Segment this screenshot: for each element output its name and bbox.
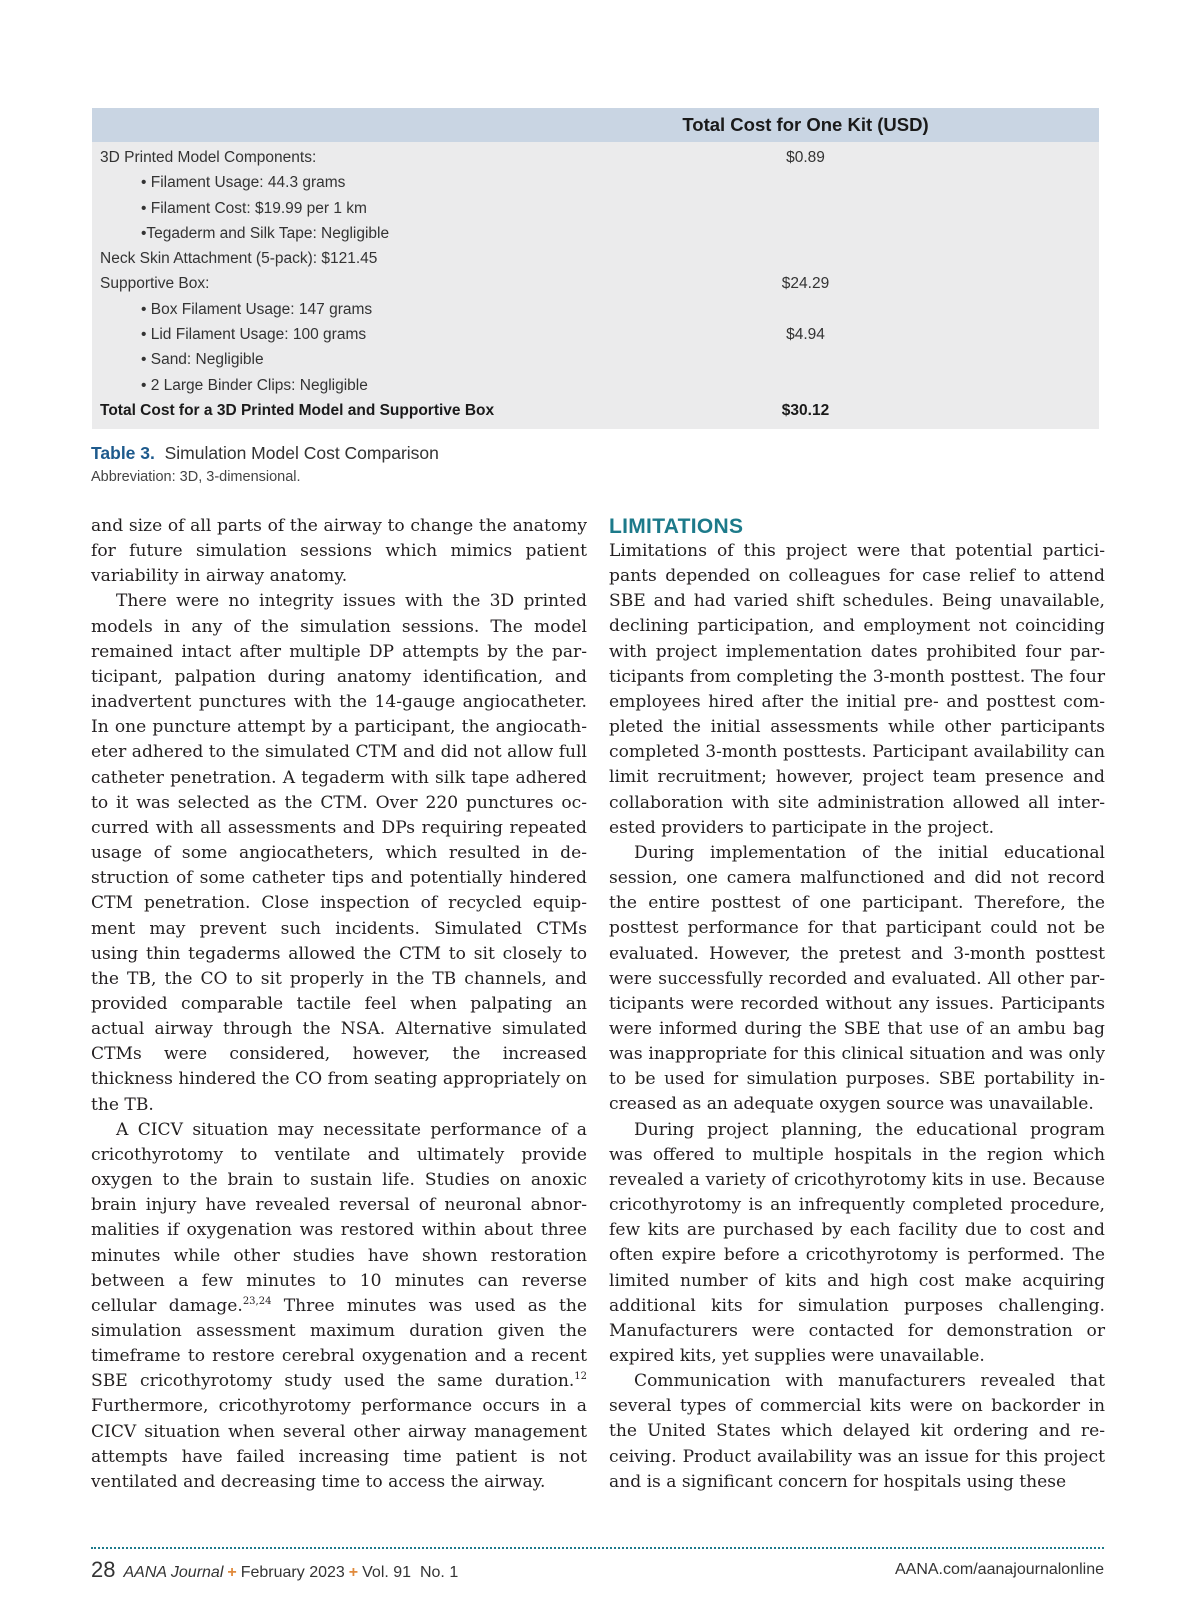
paragraph (91, 1118, 587, 1495)
table-row (92, 322, 1099, 347)
section-heading: LIMITATIONS (609, 515, 744, 538)
table-abbreviation: Abbreviation: 3D, 3-dimensional. (91, 469, 301, 485)
caption-label: Table 3. (91, 443, 155, 463)
row-label: • 2 Large Binder Clips: Negligible (141, 376, 368, 394)
table-row (92, 373, 1099, 398)
volume: Vol. 91 (362, 1564, 412, 1581)
row-label: •Tegaderm and Silk Tape: Negligible (141, 224, 390, 242)
right-column (609, 514, 1105, 1495)
paragraph: Communication with manufacturers revealed that several types of commercial kits were on backorder in the United States which delayed kit ordering and receiving. Product availability was an issue for this project and is a significant concern for hospitals using these (609, 1371, 1105, 1492)
text-run: A CICV situation may necessitate performance of a cricothyrotomy to ventilate and ultimately provide oxygen to the brain to sustain life. Studies on anoxic brain injury have revealed reversal of neuronal abnormalities if oxygenation was restored within about three minutes while other studies have shown restoration between a few minutes to 10 minutes can reverse cellular damage. (91, 1119, 587, 1316)
journal-website: AANA.com/aanajournalonline (894, 1561, 1104, 1578)
row-label: 3D Printed Model Components: (100, 149, 317, 166)
row-label: • Lid Filament Usage: 100 grams (141, 326, 367, 344)
table-row (92, 170, 1099, 195)
row-label: • Box Filament Usage: 147 grams (141, 300, 373, 318)
issue-date: February 2023 (240, 1564, 345, 1581)
row-value: $0.89 (786, 149, 825, 166)
table-row (92, 221, 1099, 246)
plus-icon: + (227, 1564, 237, 1581)
table-header-cost: Total Cost for One Kit (USD) (682, 114, 929, 135)
table-row (92, 246, 1099, 271)
row-label: • Sand: Negligible (141, 351, 264, 369)
footer-divider (91, 1547, 1104, 1549)
left-column (91, 514, 587, 1495)
paragraph: and size of all parts of the airway to change the anatomy for future simulation sessions which mimics patient variability in airway anatomy. (91, 516, 587, 587)
table-row (92, 347, 1099, 372)
table-row (92, 145, 1099, 170)
citation: 23,24 (242, 1295, 272, 1307)
text-run: Furthermore, cricothyrotomy performance occurs in a CICV situation when several other airway management attempts have failed increasing time patient is not ventilated and decreasing time to access the airway. (91, 1396, 587, 1492)
footer-left (91, 1557, 458, 1583)
table-total-row (92, 398, 1099, 423)
paragraph: There were no integrity issues with the 3D printed models in any of the simulation sessions. The model remained intact after multiple DP attempts by the participant, palpation during anatomy identification, and inadvertent punctures with the 14-gauge angiocatheter. In one puncture attempt by a participant, the angiocatheter adhered to the simulated CTM and did not allow full catheter penetration. A tegaderm with silk tape adhered to it was selected as the CTM. Over 220 punctures occurred with all assessments and DPs requiring repeated usage of some angiocatheters, which resulted in destruction of some catheter tips and potentially hindered CTM penetration. Close inspection of recycled equipment may prevent such incidents. Simulated CTMs using thin tegaderms allowed the CTM to sit closely to the TB, the CO to sit properly in the TB channels, and provided comparable tactile feel when palpating an actual airway through the NSA. Alternative simulated CTMs were considered, however, the increased thickness hindered the CO from seating appropriately on the TB. (91, 591, 587, 1115)
table-row (92, 297, 1099, 322)
cost-table (92, 108, 1099, 429)
table-body (92, 142, 1099, 429)
table-row (92, 271, 1099, 296)
row-label: Total Cost for a 3D Printed Model and Supportive Box (100, 401, 495, 419)
paragraph: During implementation of the initial educational session, one camera malfunctioned and did not record the entire posttest of one participant. Therefore, the posttest performance for that participant could not be evaluated. However, the pretest and 3-month posttest were successfully recorded and evaluated. All other participants were recorded without any issues. Participants were informed during the SBE that use of an ambu bag was inappropriate for this clinical situation and was only to be used for simulation purposes. SBE portability increased as an adequate oxygen source was unavailable. (609, 842, 1105, 1115)
journal-name: AANA Journal (123, 1564, 224, 1581)
citation: 12 (574, 1371, 587, 1383)
table-row (92, 196, 1099, 221)
text-run: Three minutes was used as the simulation assessment maximum duration given the timeframe to restore cerebral oxygenation and a recent SBE cricothyrotomy study used the same duration. (91, 1295, 588, 1392)
row-label: Neck Skin Attachment (5-pack): $121.45 (100, 250, 378, 268)
table-header (92, 108, 1099, 142)
row-value: $24.29 (781, 275, 830, 293)
paragraph: During project planning, the educational program was offered to multiple hospitals in the region which revealed a variety of cricothyrotomy kits in use. Because cricothyrotomy is an infrequently completed procedure, few kits are purchased by each facility due to cost and often expire before a cricothyrotomy is performed. The limited number of kits and high cost make acquiring additional kits for simulation purposes challenging. Manufacturers were contacted for demonstration or expired kits, yet supplies were unavailable. (609, 1119, 1105, 1366)
row-label: • Filament Cost: $19.99 per 1 km (141, 199, 367, 217)
row-value: $4.94 (786, 326, 825, 344)
row-label: • Filament Usage: 44.3 grams (141, 174, 346, 192)
table-caption (91, 443, 439, 464)
paragraph: Limitations of this project were that potential participants depended on colleagues for case relief to attend SBE and had varied shift schedules. Being unavailable, declining participation, and employment not coinciding with project implementation dates prohibited four participants from completing the 3-month posttest. The four employees hired after the initial pre- and posttest completed the initial assessments while other participants completed 3-month posttests. Participant availability can limit recruitment; however, project team presence and collaboration with site administration allowed all interested providers to participate in the project. (609, 541, 1105, 838)
plus-icon: + (348, 1564, 359, 1581)
issue-number: No. 1 (419, 1564, 459, 1581)
caption-text: Simulation Model Cost Comparison (164, 443, 439, 463)
row-label: Supportive Box: (100, 275, 210, 293)
page-number: 28 (91, 1557, 116, 1582)
row-value: $30.12 (781, 401, 830, 419)
